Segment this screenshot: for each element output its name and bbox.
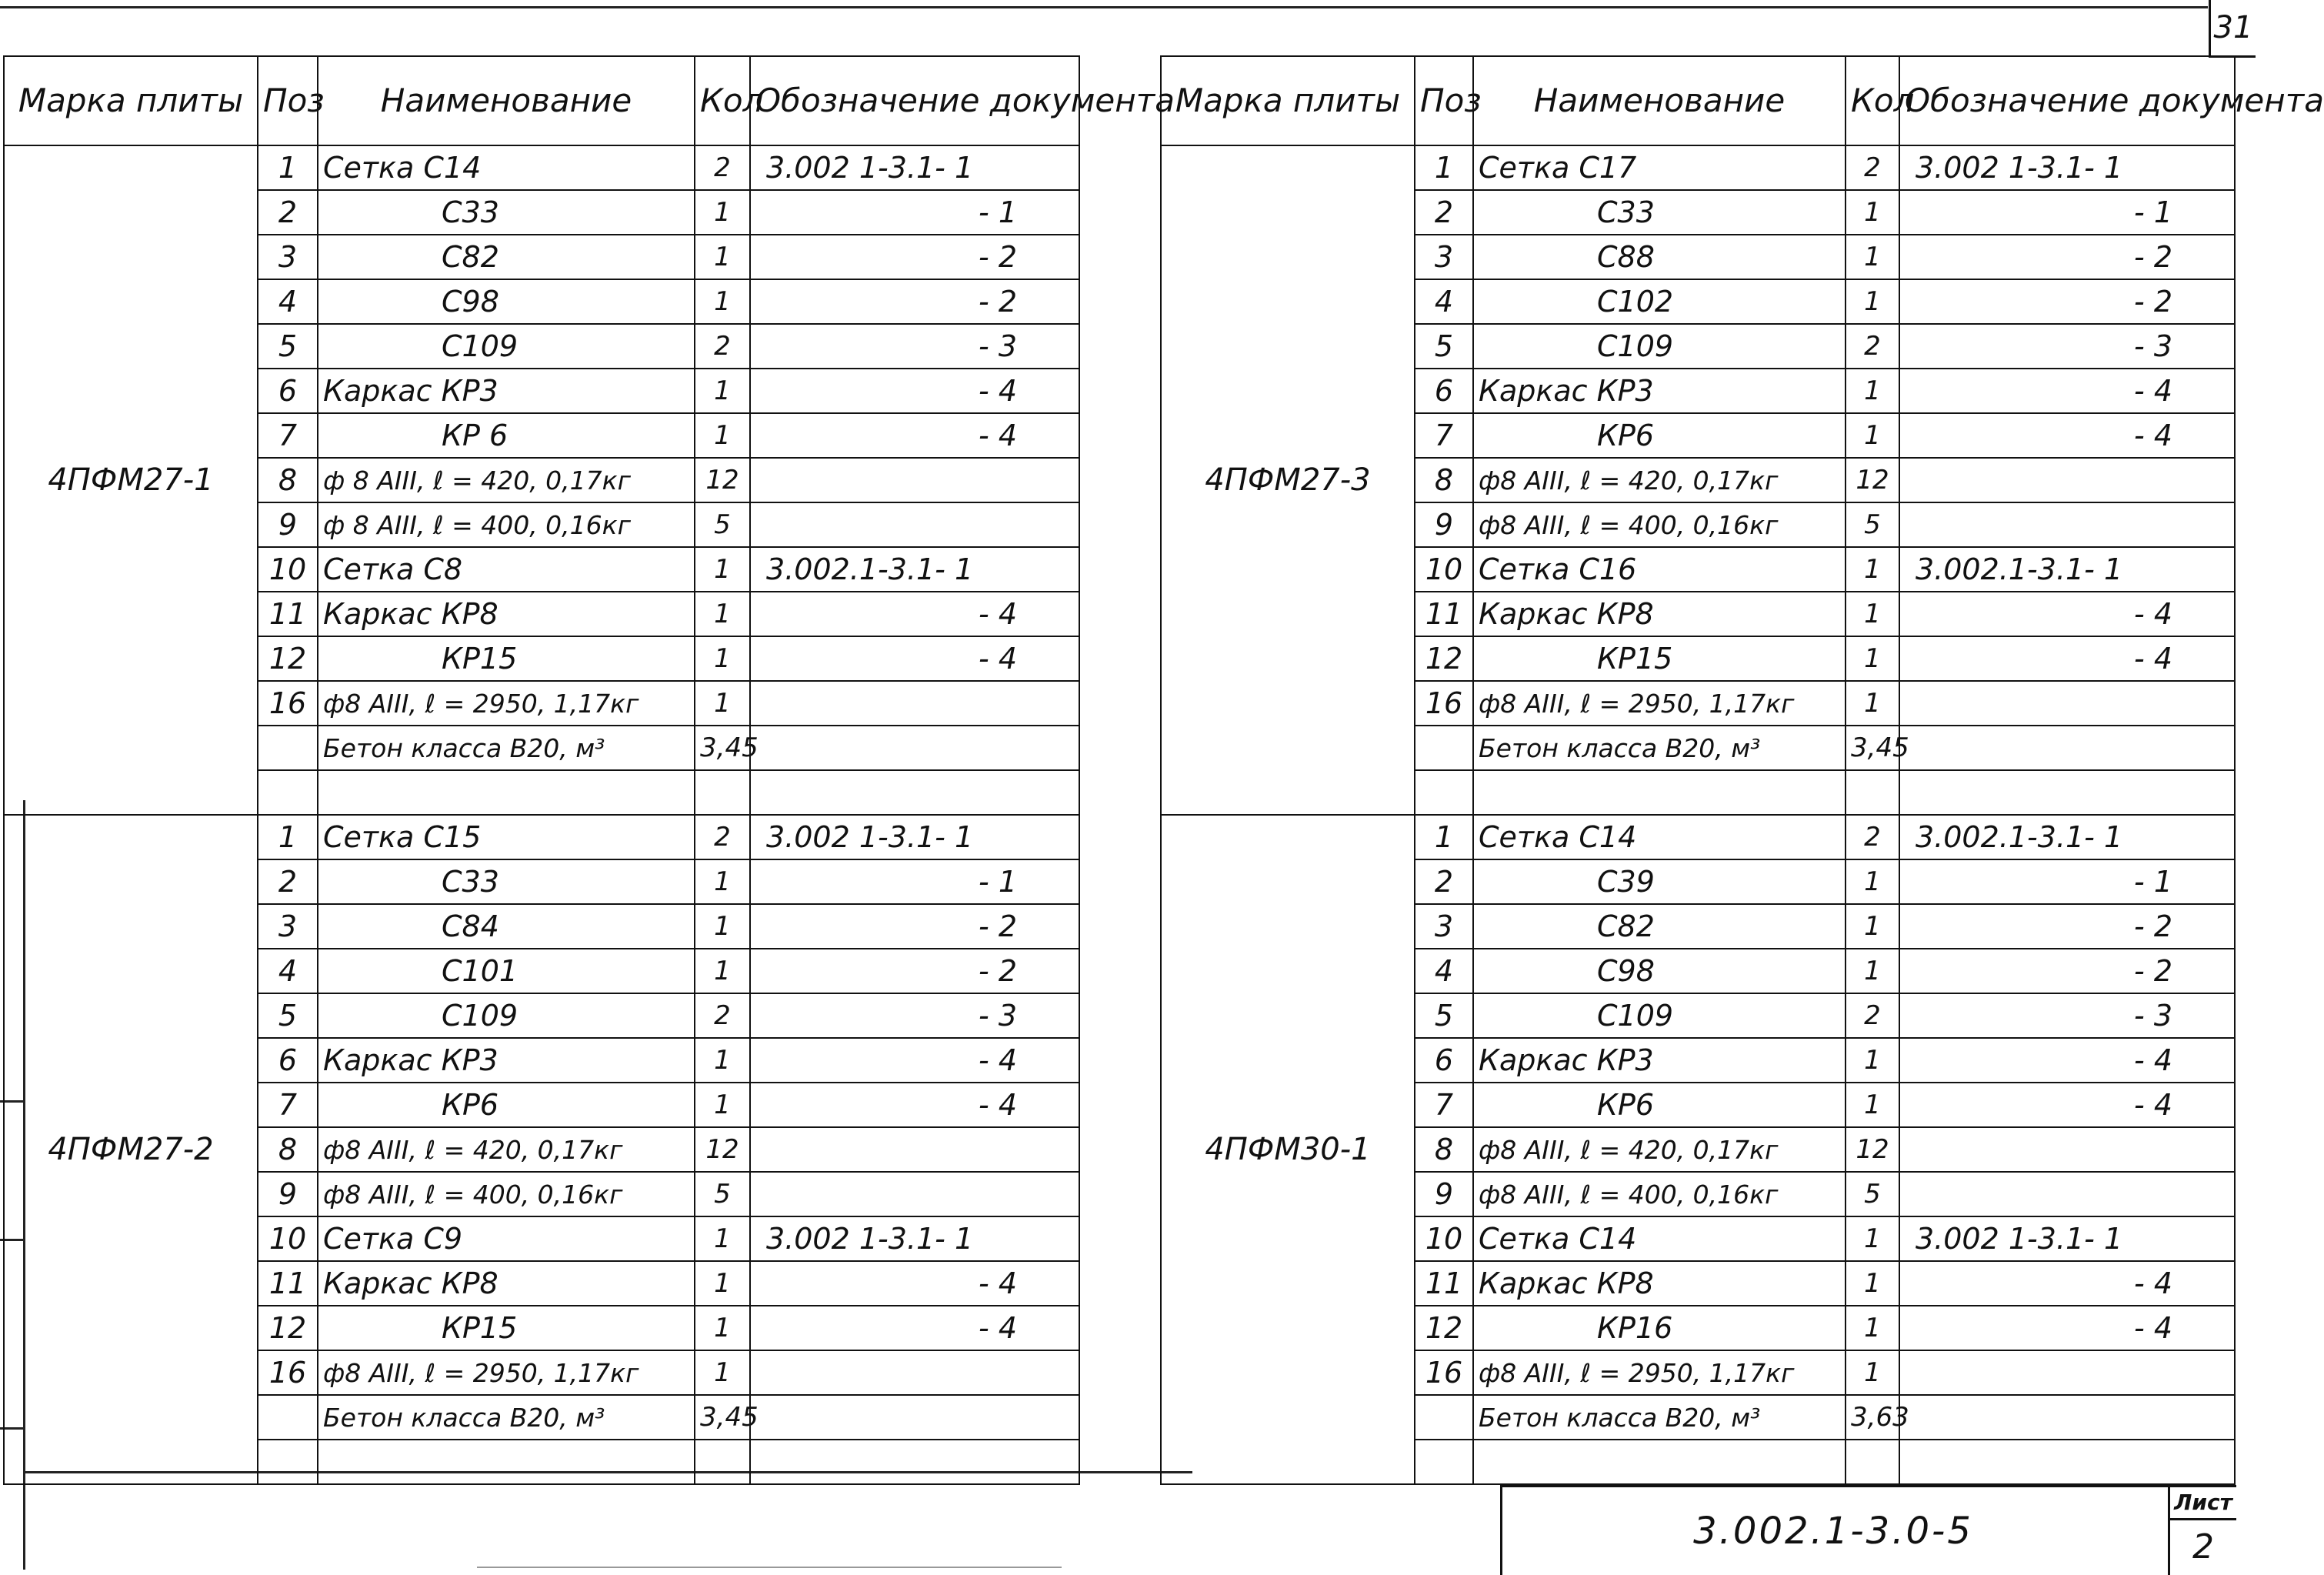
position-cell: 4 — [1415, 279, 1473, 324]
quantity-cell: 1 — [1846, 1350, 1899, 1395]
position-cell: 4 — [1415, 949, 1473, 993]
document-cell: - 4 — [750, 1261, 1079, 1306]
name-cell: ф8 АIII, ℓ = 2950, 1,17кг — [1473, 681, 1846, 726]
name-cell: С33 — [318, 190, 695, 235]
position-cell: 3 — [1415, 235, 1473, 279]
position-cell: 16 — [1415, 681, 1473, 726]
quantity-cell: 3,45 — [695, 726, 750, 770]
quantity-cell: 1 — [1846, 190, 1899, 235]
page-number: 31 — [2209, 0, 2256, 58]
name-cell: С82 — [1473, 904, 1846, 949]
quantity-cell: 1 — [1846, 1038, 1899, 1083]
position-cell: 8 — [1415, 1127, 1473, 1172]
document-code: 3.002.1-3.0-5 — [1693, 1510, 1973, 1553]
document-cell: - 2 — [750, 949, 1079, 993]
position-cell: 6 — [258, 369, 318, 413]
position-cell: 10 — [258, 547, 318, 592]
scan-artifact-line — [477, 1567, 1062, 1568]
document-cell: - 2 — [1899, 904, 2235, 949]
quantity-cell: 5 — [695, 502, 750, 547]
header-qty: Кол — [1846, 56, 1899, 145]
header-name: Наименование — [318, 56, 695, 145]
position-cell: 7 — [1415, 413, 1473, 458]
document-cell: - 4 — [750, 369, 1079, 413]
name-cell: КР15 — [318, 1306, 695, 1350]
quantity-cell: 1 — [1846, 1261, 1899, 1306]
sheet-number: 2 — [2192, 1527, 2214, 1567]
quantity-cell: 5 — [695, 1172, 750, 1216]
document-cell: - 1 — [750, 190, 1079, 235]
name-cell: ф8 АIII, ℓ = 2950, 1,17кг — [1473, 1350, 1846, 1395]
document-cell: - 4 — [750, 592, 1079, 636]
top-border-line — [0, 6, 2208, 8]
name-cell: ф8 АIII, ℓ = 2950, 1,17кг — [318, 1350, 695, 1395]
document-cell: - 2 — [750, 904, 1079, 949]
position-cell: 8 — [1415, 458, 1473, 502]
document-cell — [750, 502, 1079, 547]
name-cell: Каркас КР8 — [1473, 592, 1846, 636]
position-cell: 5 — [1415, 324, 1473, 369]
name-cell: Сетка С14 — [1473, 1216, 1846, 1261]
document-cell — [750, 1172, 1079, 1216]
quantity-cell: 1 — [1846, 859, 1899, 904]
name-cell: Сетка С8 — [318, 547, 695, 592]
position-cell: 6 — [1415, 369, 1473, 413]
document-cell: 3.002.1-3.1- 1 — [1899, 815, 2235, 859]
quantity-cell: 1 — [695, 413, 750, 458]
position-cell: 3 — [258, 904, 318, 949]
name-cell: КР16 — [1473, 1306, 1846, 1350]
document-cell: - 3 — [1899, 324, 2235, 369]
document-cell: 3.002 1-3.1- 1 — [1899, 1216, 2235, 1261]
quantity-cell: 1 — [695, 1261, 750, 1306]
document-cell: - 2 — [1899, 949, 2235, 993]
quantity-cell: 1 — [695, 1038, 750, 1083]
table-header-row — [1161, 56, 2235, 145]
position-cell — [1415, 1440, 1473, 1484]
quantity-cell: 3,45 — [1846, 726, 1899, 770]
document-cell: 3.002 1-3.1- 1 — [750, 145, 1079, 190]
position-cell: 8 — [258, 458, 318, 502]
quantity-cell: 2 — [695, 145, 750, 190]
quantity-cell — [1846, 1440, 1899, 1484]
document-cell: - 4 — [1899, 1083, 2235, 1127]
quantity-cell: 12 — [695, 1127, 750, 1172]
name-cell: Каркас КР3 — [1473, 1038, 1846, 1083]
document-cell — [750, 681, 1079, 726]
document-cell — [1899, 1350, 2235, 1395]
document-cell — [1899, 1395, 2235, 1440]
slab-mark-cell: 4ПФМ30-1 — [1161, 815, 1415, 1484]
quantity-cell: 1 — [695, 859, 750, 904]
name-cell: Каркас КР3 — [1473, 369, 1846, 413]
name-cell: С88 — [1473, 235, 1846, 279]
position-cell: 2 — [1415, 190, 1473, 235]
name-cell: Каркас КР3 — [318, 1038, 695, 1083]
name-cell: ф8 АIII, ℓ = 400, 0,16кг — [318, 1172, 695, 1216]
document-cell — [750, 726, 1079, 770]
header-mark: Марка плиты — [4, 56, 258, 145]
name-cell: С33 — [1473, 190, 1846, 235]
position-cell: 3 — [258, 235, 318, 279]
quantity-cell: 1 — [695, 592, 750, 636]
header-name: Наименование — [1473, 56, 1846, 145]
document-cell: - 4 — [1899, 1038, 2235, 1083]
quantity-cell: 3,45 — [695, 1395, 750, 1440]
quantity-cell: 1 — [695, 681, 750, 726]
document-cell: - 4 — [750, 1306, 1079, 1350]
title-block — [1500, 1485, 2236, 1575]
document-cell — [750, 1127, 1079, 1172]
position-cell: 16 — [258, 681, 318, 726]
header-qty: Кол — [695, 56, 750, 145]
table-row — [1161, 145, 2235, 190]
name-cell: Каркас КР8 — [1473, 1261, 1846, 1306]
quantity-cell: 1 — [695, 1306, 750, 1350]
name-cell: С84 — [318, 904, 695, 949]
quantity-cell: 2 — [695, 815, 750, 859]
quantity-cell: 1 — [695, 949, 750, 993]
position-cell: 6 — [258, 1038, 318, 1083]
quantity-cell — [1846, 770, 1899, 815]
name-cell: Сетка С14 — [1473, 815, 1846, 859]
document-cell: - 4 — [1899, 369, 2235, 413]
header-pos: Поз — [258, 56, 318, 145]
position-cell: 10 — [1415, 547, 1473, 592]
position-cell — [258, 726, 318, 770]
name-cell: ф8 АIII, ℓ = 400, 0,16кг — [1473, 502, 1846, 547]
sheet-label: Лист — [2170, 1487, 2236, 1520]
quantity-cell: 2 — [1846, 324, 1899, 369]
position-cell: 12 — [258, 1306, 318, 1350]
quantity-cell: 1 — [1846, 369, 1899, 413]
document-cell: - 4 — [1899, 592, 2235, 636]
quantity-cell: 1 — [695, 369, 750, 413]
document-cell — [1899, 726, 2235, 770]
quantity-cell: 1 — [695, 636, 750, 681]
position-cell: 11 — [1415, 592, 1473, 636]
document-cell: - 2 — [1899, 279, 2235, 324]
quantity-cell: 2 — [695, 993, 750, 1038]
sheet-box — [2168, 1487, 2236, 1575]
position-cell: 11 — [258, 592, 318, 636]
quantity-cell: 2 — [1846, 993, 1899, 1038]
name-cell: С109 — [1473, 324, 1846, 369]
position-cell: 5 — [258, 324, 318, 369]
quantity-cell — [695, 1440, 750, 1484]
document-cell — [1899, 502, 2235, 547]
document-cell — [750, 770, 1079, 815]
position-cell: 1 — [1415, 145, 1473, 190]
document-cell: - 4 — [750, 1038, 1079, 1083]
position-cell — [1415, 770, 1473, 815]
document-cell: - 4 — [1899, 1261, 2235, 1306]
name-cell: Каркас КР8 — [318, 1261, 695, 1306]
position-cell: 4 — [258, 279, 318, 324]
document-cell — [1899, 458, 2235, 502]
document-cell — [750, 1440, 1079, 1484]
name-cell: Сетка С14 — [318, 145, 695, 190]
quantity-cell: 1 — [1846, 1216, 1899, 1261]
document-cell: 3.002 1-3.1- 1 — [1899, 145, 2235, 190]
quantity-cell: 2 — [1846, 815, 1899, 859]
quantity-cell: 1 — [695, 279, 750, 324]
document-cell — [750, 1395, 1079, 1440]
quantity-cell: 2 — [1846, 145, 1899, 190]
quantity-cell: 12 — [1846, 458, 1899, 502]
quantity-cell: 1 — [1846, 681, 1899, 726]
position-cell: 9 — [1415, 502, 1473, 547]
name-cell: КР 6 — [318, 413, 695, 458]
spec-table-right — [1160, 55, 2324, 1485]
table-row — [4, 815, 1079, 859]
name-cell: ф 8 АIII, ℓ = 420, 0,17кг — [318, 458, 695, 502]
name-cell: С39 — [1473, 859, 1846, 904]
document-cell: - 4 — [1899, 636, 2235, 681]
name-cell: ф 8 АIII, ℓ = 400, 0,16кг — [318, 502, 695, 547]
name-cell — [1473, 1440, 1846, 1484]
header-mark: Марка плиты — [1161, 56, 1415, 145]
position-cell: 16 — [258, 1350, 318, 1395]
position-cell: 8 — [258, 1127, 318, 1172]
name-cell: Сетка С17 — [1473, 145, 1846, 190]
name-cell: Сетка С15 — [318, 815, 695, 859]
quantity-cell: 1 — [695, 190, 750, 235]
name-cell: С102 — [1473, 279, 1846, 324]
name-cell: ф8 АIII, ℓ = 2950, 1,17кг — [318, 681, 695, 726]
position-cell: 4 — [258, 949, 318, 993]
name-cell: С33 — [318, 859, 695, 904]
name-cell: ф8 АIII, ℓ = 420, 0,17кг — [1473, 458, 1846, 502]
slab-mark-cell: 4ПФМ27-2 — [4, 815, 258, 1484]
name-cell: Сетка С9 — [318, 1216, 695, 1261]
position-cell: 11 — [1415, 1261, 1473, 1306]
document-cell — [1899, 770, 2235, 815]
position-cell: 9 — [1415, 1172, 1473, 1216]
name-cell: Бетон класса В20, м³ — [318, 726, 695, 770]
document-cell: - 1 — [750, 859, 1079, 904]
name-cell: Бетон класса В20, м³ — [1473, 726, 1846, 770]
document-cell: - 2 — [750, 235, 1079, 279]
position-cell: 1 — [258, 145, 318, 190]
document-cell — [1899, 1440, 2235, 1484]
position-cell — [258, 770, 318, 815]
name-cell: КР15 — [318, 636, 695, 681]
position-cell: 12 — [1415, 1306, 1473, 1350]
quantity-cell: 1 — [1846, 949, 1899, 993]
name-cell: С109 — [1473, 993, 1846, 1038]
document-cell: - 1 — [1899, 190, 2235, 235]
quantity-cell: 1 — [1846, 547, 1899, 592]
position-cell: 7 — [1415, 1083, 1473, 1127]
document-cell: - 4 — [750, 636, 1079, 681]
quantity-cell: 1 — [1846, 904, 1899, 949]
quantity-cell: 12 — [1846, 1127, 1899, 1172]
name-cell: КР6 — [1473, 1083, 1846, 1127]
position-cell: 10 — [1415, 1216, 1473, 1261]
position-cell: 6 — [1415, 1038, 1473, 1083]
document-cell: 3.002 1-3.1- 1 — [750, 1216, 1079, 1261]
quantity-cell: 1 — [695, 1216, 750, 1261]
spec-table-left — [3, 55, 1175, 1485]
position-cell: 1 — [1415, 815, 1473, 859]
position-cell: 16 — [1415, 1350, 1473, 1395]
document-cell: - 4 — [750, 413, 1079, 458]
quantity-cell: 1 — [695, 235, 750, 279]
quantity-cell: 1 — [695, 1083, 750, 1127]
document-cell: - 3 — [750, 324, 1079, 369]
position-cell — [1415, 726, 1473, 770]
position-cell: 2 — [258, 190, 318, 235]
document-cell: 3.002 1-3.1- 1 — [750, 815, 1079, 859]
quantity-cell: 1 — [1846, 636, 1899, 681]
name-cell: ф8 АIII, ℓ = 420, 0,17кг — [318, 1127, 695, 1172]
name-cell: С109 — [318, 993, 695, 1038]
position-cell: 3 — [1415, 904, 1473, 949]
position-cell: 1 — [258, 815, 318, 859]
header-pos: Поз — [1415, 56, 1473, 145]
quantity-cell: 3,63 — [1846, 1395, 1899, 1440]
position-cell: 5 — [258, 993, 318, 1038]
quantity-cell: 1 — [1846, 1306, 1899, 1350]
quantity-cell: 1 — [1846, 279, 1899, 324]
quantity-cell: 1 — [1846, 1083, 1899, 1127]
header-doc: Обозначение документа — [1899, 56, 2235, 145]
quantity-cell: 1 — [1846, 235, 1899, 279]
document-cell: 3.002.1-3.1- 1 — [1899, 547, 2235, 592]
name-cell: КР6 — [1473, 413, 1846, 458]
header-doc: Обозначение документа — [750, 56, 1079, 145]
document-cell: - 3 — [750, 993, 1079, 1038]
position-cell: 7 — [258, 413, 318, 458]
position-cell: 2 — [1415, 859, 1473, 904]
quantity-cell: 5 — [1846, 1172, 1899, 1216]
document-cell: - 4 — [1899, 1306, 2235, 1350]
name-cell: Каркас КР8 — [318, 592, 695, 636]
position-cell: 10 — [258, 1216, 318, 1261]
name-cell: Сетка С16 — [1473, 547, 1846, 592]
document-cell: - 2 — [1899, 235, 2235, 279]
name-cell: КР6 — [318, 1083, 695, 1127]
table-row — [4, 145, 1079, 190]
quantity-cell: 1 — [1846, 413, 1899, 458]
name-cell: Каркас КР3 — [318, 369, 695, 413]
quantity-cell — [695, 770, 750, 815]
name-cell: КР15 — [1473, 636, 1846, 681]
position-cell: 9 — [258, 1172, 318, 1216]
quantity-cell: 1 — [695, 904, 750, 949]
document-cell: - 3 — [1899, 993, 2235, 1038]
document-cell: 3.002.1-3.1- 1 — [750, 547, 1079, 592]
quantity-cell: 1 — [695, 547, 750, 592]
quantity-cell: 1 — [1846, 592, 1899, 636]
position-cell — [1415, 1395, 1473, 1440]
position-cell: 12 — [1415, 636, 1473, 681]
table-header-row — [4, 56, 1079, 145]
position-cell: 5 — [1415, 993, 1473, 1038]
position-cell — [258, 1440, 318, 1484]
name-cell: ф8 АIII, ℓ = 420, 0,17кг — [1473, 1127, 1846, 1172]
quantity-cell: 5 — [1846, 502, 1899, 547]
position-cell: 9 — [258, 502, 318, 547]
document-cell — [750, 1350, 1079, 1395]
name-cell — [1473, 770, 1846, 815]
position-cell: 11 — [258, 1261, 318, 1306]
document-cell: - 4 — [1899, 413, 2235, 458]
position-cell: 2 — [258, 859, 318, 904]
document-cell — [1899, 1172, 2235, 1216]
name-cell — [318, 1440, 695, 1484]
position-cell: 7 — [258, 1083, 318, 1127]
quantity-cell: 1 — [695, 1350, 750, 1395]
table-row — [1161, 815, 2235, 859]
position-cell — [258, 1395, 318, 1440]
name-cell: С98 — [1473, 949, 1846, 993]
name-cell: Бетон класса В20, м³ — [1473, 1395, 1846, 1440]
quantity-cell: 2 — [695, 324, 750, 369]
slab-mark-cell: 4ПФМ27-3 — [1161, 145, 1415, 815]
position-cell: 12 — [258, 636, 318, 681]
name-cell: С82 — [318, 235, 695, 279]
document-cell: - 1 — [1899, 859, 2235, 904]
document-cell — [1899, 1127, 2235, 1172]
name-cell: С98 — [318, 279, 695, 324]
name-cell: С101 — [318, 949, 695, 993]
name-cell: Бетон класса В20, м³ — [318, 1395, 695, 1440]
document-cell — [1899, 681, 2235, 726]
name-cell: ф8 АIII, ℓ = 400, 0,16кг — [1473, 1172, 1846, 1216]
document-cell — [750, 458, 1079, 502]
name-cell — [318, 770, 695, 815]
quantity-cell: 12 — [695, 458, 750, 502]
document-cell: - 4 — [750, 1083, 1079, 1127]
slab-mark-cell: 4ПФМ27-1 — [4, 145, 258, 815]
name-cell: С109 — [318, 324, 695, 369]
document-cell: - 2 — [750, 279, 1079, 324]
